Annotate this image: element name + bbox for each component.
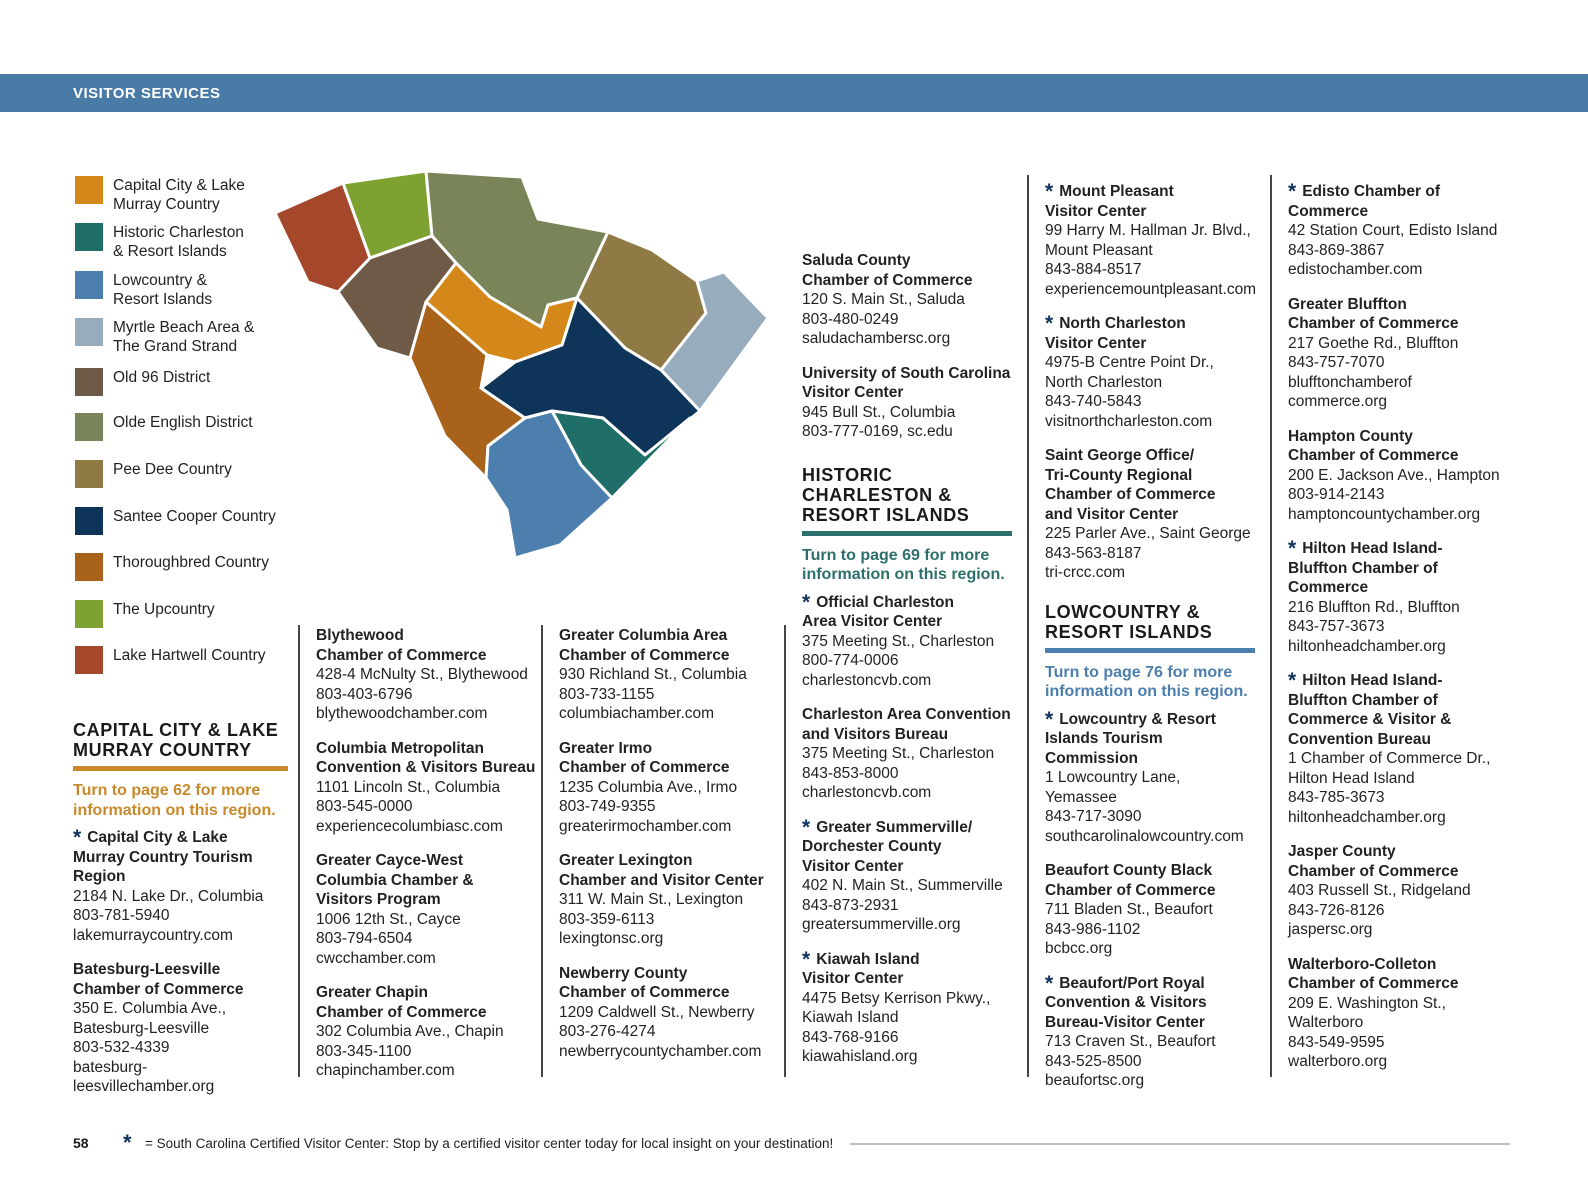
entry-name-text: University of South Carolina Visitor Center [802,364,1011,401]
entry-name-text: Greater Irmo Chamber of Commerce [559,739,730,776]
directory-entry [1045,446,1255,583]
entry-name-text: Greater Columbia Area Chamber of Commerce [559,627,730,664]
certified-star-icon: * [802,590,811,614]
entry-name [802,590,1012,632]
entry-detail: 4475 Betsy Kerrison Pkwy., [802,989,991,1007]
entry-detail: Walterboro [1288,1014,1364,1031]
entry-detail: saludachambersc.org [802,330,951,347]
entry-name [1045,314,1255,353]
entry-name [316,739,548,778]
entry-detail: 843-986-1102 [1045,920,1141,938]
footer-rule [850,1143,1510,1145]
entry-detail: 225 Parler Ave., Saint George [1045,525,1251,542]
entry-detail: 1101 Lincoln St., Columbia [316,778,501,796]
entry-detail: 375 Meeting St., Charleston [802,632,995,650]
legend-label: Santee Cooper Country [113,508,276,525]
entry-detail: hamptoncountychamber.org [1288,505,1481,523]
directory-entry [1288,671,1503,827]
entry-detail: blufftonchamberof [1288,373,1412,391]
column-6-entries [1288,182,1503,1072]
directory-entry [1288,182,1503,280]
entry-name [559,851,791,890]
entry-detail: 42 Station Court, Edisto Island [1288,222,1498,239]
entry-detail: 843-853-8000 [802,764,899,782]
column-capital-city [73,720,288,1112]
entry-detail: 843-757-3673 [1288,618,1385,635]
directory-entry [1045,707,1255,847]
legend-item [75,271,290,313]
entry-name [73,960,288,999]
certified-star-icon: * [802,947,811,971]
entry-name-text: Edisto Chamber of Commerce [1288,183,1440,220]
entry-detail: 803-545-0000 [316,798,413,815]
directory-entry [1288,295,1503,412]
entry-detail: 803-794-6504 [316,930,413,947]
column-divider [1027,175,1029,1077]
directory-entry [559,964,791,1062]
column-3 [559,626,791,1076]
entry-name [559,626,791,665]
entry-detail: beaufortsc.org [1045,1072,1145,1089]
entry-name [1288,842,1503,881]
column-4-top-entries [802,251,1012,442]
entry-detail: lexingtonsc.org [559,930,664,947]
entry-name-text: Hampton County Chamber of Commerce [1288,427,1459,464]
legend-swatch [75,271,103,299]
entry-name-text: Beaufort/Port Royal Convention & Visitors Bureau-Visitor Center [1045,974,1207,1031]
lowcountry-section-title: LOWCOUNTRY & RESORT ISLANDS [1045,601,1213,642]
entry-detail: experiencemountpleasant.com [1045,280,1257,298]
directory-entry [316,983,548,1081]
legend-swatch [75,368,103,396]
certified-star-icon: * [1288,537,1297,560]
entry-name-text: Beaufort County Black Chamber of Commerce [1045,862,1216,899]
header-band [0,74,1588,112]
entry-name [802,705,1012,744]
entry-name-text: Greater Lexington Chamber and Visitor Center [559,852,764,889]
entry-detail: 803-359-6113 [559,910,655,928]
entry-detail: experiencecolumbiasc.com [316,817,503,835]
entry-detail: 2184 N. Lake Dr., Columbia [73,887,264,905]
entry-detail: bcbcc.org [1045,940,1113,957]
entry-detail: Kiawah Island [802,1009,899,1026]
legend-item [75,460,290,502]
directory-entry [802,251,1012,349]
column-6 [1288,182,1503,1087]
entry-detail: 1006 12th St., Cayce [316,910,461,928]
entry-detail: 1235 Columbia Ave., Irmo [559,778,738,796]
south-carolina-regions-map [270,170,770,565]
entry-detail: 1 Chamber of Commerce Dr., [1288,750,1491,767]
entry-detail: 843-726-8126 [1288,901,1385,919]
entry-detail: charlestoncvb.com [802,671,932,689]
entry-detail: charlestoncvb.com [802,784,932,801]
certified-star-icon: * [1288,669,1297,692]
entry-detail: greatersummerville.org [802,916,961,933]
entry-name-text: Hilton Head Island- Bluffton Chamber of Commerce & Visitor & Convention Bureau [1288,672,1452,748]
entry-name-text: Blythewood Chamber of Commerce [316,627,487,664]
entry-name [1045,182,1255,221]
capital-city-section-title: CAPITAL CITY & LAKE MURRAY COUNTRY [73,720,279,760]
capital-city-turn-note: Turn to page 62 for more information on this region. [73,782,276,819]
entry-detail: 99 Harry M. Hallman Jr. Blvd., [1045,222,1251,239]
legend-item [75,223,290,265]
entry-detail: North Charleston [1045,373,1163,391]
legend-label: Pee Dee Country [113,461,232,478]
entry-detail: 375 Meeting St., Charleston [802,745,995,762]
entry-detail: chapinchamber.com [316,1062,455,1079]
entry-detail: 843-884-8517 [1045,261,1142,278]
entry-detail: 803-276-4274 [559,1023,656,1040]
entry-detail: 843-873-2931 [802,896,899,914]
entry-detail: 803-749-9355 [559,798,656,815]
entry-detail: columbiachamber.com [559,705,715,722]
entry-detail: 803-403-6796 [316,685,413,703]
column-divider [1270,175,1272,1077]
entry-detail: 4975-B Centre Point Dr., [1045,354,1214,371]
legend-item [75,553,290,595]
legend-swatch [75,223,103,251]
directory-entry [73,960,288,1097]
directory-entry [559,739,791,837]
column-divider [298,625,300,1077]
directory-entry [802,947,1012,1067]
entry-name [316,851,548,910]
entry-name [802,251,1012,290]
entry-name-text: Greater Summerville/ Dorchester County Visitor Center [802,818,973,875]
entry-name [802,815,1012,877]
legend-swatch [75,600,103,628]
capital-city-entries [73,828,288,1097]
column-5-top-entries [1045,182,1255,583]
entry-name [1288,427,1503,466]
entry-detail: 945 Bull St., Columbia [802,403,956,421]
lowcountry-section-rule [1045,648,1255,653]
legend-swatch [75,460,103,488]
historic-turn-note: Turn to page 69 for more information on this region. [802,546,1005,583]
legend-swatch [75,646,103,674]
entry-detail: 803-480-0249 [802,310,899,328]
certified-star-icon: * [1045,312,1054,335]
entry-detail: 216 Bluffton Rd., Bluffton [1288,598,1460,616]
directory-entry [1288,842,1503,940]
entry-detail: kiawahisland.org [802,1048,918,1065]
entry-detail: 428-4 McNulty St., Blythewood [316,666,528,683]
entry-detail: 843-869-3867 [1288,241,1385,259]
entry-name-text: Saluda County Chamber of Commerce [802,252,973,289]
entry-detail: 402 N. Main St., Summerville [802,877,1003,894]
entry-detail: 843-740-5843 [1045,393,1142,410]
column-2 [316,626,548,1096]
entry-detail: jaspersc.org [1288,921,1373,938]
entry-detail: 843-768-9166 [802,1028,899,1046]
directory-entry [802,705,1012,803]
entry-name-text: Kiawah Island Visitor Center [802,950,920,987]
entry-name-text: Mount Pleasant Visitor Center [1045,183,1174,220]
certified-star-icon: * [73,826,82,849]
entry-name-text: Walterboro-Colleton Chamber of Commerce [1288,955,1459,992]
entry-name [316,626,548,665]
legend-swatch [75,413,103,441]
entry-name-text: Official Charleston Area Visitor Center [802,593,954,630]
legend-label: Thoroughbred Country [113,554,269,571]
directory-entry [316,851,548,968]
legend-item [75,507,290,549]
entry-detail: 843-717-3090 [1045,808,1142,825]
column-2-entries [316,626,548,1081]
entry-detail: newberrycountychamber.com [559,1042,762,1060]
legend-item [75,646,290,688]
entry-detail: 803-914-2143 [1288,486,1385,503]
entry-detail: 803-781-5940 [73,907,170,924]
entry-name [1288,955,1503,994]
historic-section-title: HISTORIC CHARLESTON & RESORT ISLANDS [802,464,970,525]
certified-star-icon: * [1045,180,1054,203]
directory-entry [559,626,791,724]
entry-detail: 302 Columbia Ave., Chapin [316,1023,504,1040]
entry-name [1288,671,1503,749]
entry-detail: 1 Lowcountry Lane, Yemassee [1045,769,1181,806]
entry-detail: visitnorthcharleston.com [1045,412,1213,430]
legend-label: Historic Charleston & Resort Islands [113,224,244,260]
legend-swatch [75,507,103,535]
capital-city-section-rule [73,766,288,771]
entry-name [559,739,791,778]
entry-detail: blythewoodchamber.com [316,705,488,722]
entry-detail: 350 E. Columbia Ave., [73,1000,227,1017]
legend-label: Lake Hartwell Country [113,647,266,664]
page-number: 58 [73,1135,89,1151]
entry-name-text: Batesburg-Leesville Chamber of Commerce [73,961,244,998]
entry-detail: Mount Pleasant [1045,241,1153,259]
entry-name-text: North Charleston Visitor Center [1045,315,1186,352]
entry-detail: southcarolinalowcountry.com [1045,827,1244,845]
entry-name [802,364,1012,403]
entry-name [1045,446,1255,524]
directory-entry [73,828,288,945]
legend-label: Lowcountry & Resort Islands [113,272,213,308]
entry-name-text: Greater Cayce-West Columbia Chamber & Visitors Program [316,852,474,908]
entry-name [1288,539,1503,598]
directory-entry [1288,427,1503,525]
legend-label: Old 96 District [113,369,211,386]
column-4-bottom-entries [802,590,1012,1067]
certified-star-icon: * [123,1130,132,1155]
directory-entry [1288,955,1503,1072]
entry-detail: 217 Goethe Rd., Bluffton [1288,334,1459,352]
legend-item [75,176,290,218]
entry-detail: 711 Bladen St., Beaufort [1045,901,1213,918]
legend-item [75,413,290,455]
entry-name-text: Charleston Area Convention and Visitors Bureau [802,706,1011,743]
directory-entry [559,851,791,949]
entry-detail: 843-757-7070 [1288,354,1385,371]
entry-name [1288,295,1503,334]
entry-name-text: Saint George Office/ Tri-County Regional Chamber of Commerce and Visitor Center [1045,447,1216,523]
entry-detail: hiltonheadchamber.org [1288,637,1446,655]
entry-detail: 403 Russell St., Ridgeland [1288,882,1471,899]
directory-entry [802,590,1012,691]
entry-detail: cwcchamber.com [316,949,436,967]
column-5-bottom-entries [1045,707,1255,1091]
entry-detail: 803-733-1155 [559,685,655,703]
entry-detail: 1209 Caldwell St., Newberry [559,1003,755,1021]
entry-name-text: Greater Bluffton Chamber of Commerce [1288,295,1459,332]
directory-entry [1045,314,1255,431]
legend-swatch [75,318,103,346]
section-header-title: VISITOR SERVICES [73,85,221,102]
entry-detail: 930 Richland St., Columbia [559,666,747,683]
certified-star-icon: * [802,815,811,839]
directory-entry [1045,182,1255,299]
legend-label: Olde English District [113,414,253,431]
entry-detail: Hilton Head Island [1288,769,1415,787]
certified-star-icon: * [1045,971,1054,995]
entry-detail: walterboro.org [1288,1053,1388,1070]
column-3-entries [559,626,791,1061]
entry-detail: batesburg-leesvillechamber.org [73,1058,215,1095]
legend-label: The Upcountry [113,601,215,618]
certified-star-icon: * [1045,707,1054,731]
legend-item [75,318,290,360]
entry-detail: 713 Craven St., Beaufort [1045,1033,1216,1050]
entry-name [559,964,791,1003]
entry-detail: 209 E. Washington St., [1288,994,1446,1012]
entry-detail: 803-532-4339 [73,1039,170,1056]
lowcountry-turn-note: Turn to page 76 for more information on this region. [1045,663,1248,700]
entry-name-text: Columbia Metropolitan Convention & Visitors Bureau [316,739,536,776]
entry-name [73,828,288,887]
entry-name-text: Capital City & Lake Murray Country Tourism Region [73,829,253,885]
entry-detail: 803-777-0169, sc.edu [802,423,953,440]
entry-name-text: Hilton Head Island- Bluffton Chamber of Commerce [1288,540,1443,596]
entry-name-text: Jasper County Chamber of Commerce [1288,843,1459,880]
entry-detail: lakemurraycountry.com [73,926,233,944]
entry-detail: 843-525-8500 [1045,1052,1142,1070]
entry-detail: commerce.org [1288,393,1388,410]
directory-entry [1288,539,1503,656]
entry-detail: 800-774-0006 [802,652,899,669]
legend-label: Myrtle Beach Area & The Grand Strand [113,319,255,355]
certified-star-icon: * [1288,180,1297,203]
directory-entry [1045,971,1255,1091]
legend-item [75,368,290,410]
entry-detail: 311 W. Main St., Lexington [559,891,744,908]
entry-detail: hiltonheadchamber.org [1288,808,1446,826]
entry-detail: 843-563-8187 [1045,544,1142,562]
entry-detail: tri-crcc.com [1045,564,1126,581]
historic-section-rule [802,531,1012,536]
directory-entry [1045,861,1255,959]
directory-entry [316,739,548,837]
directory-entry [316,626,548,724]
column-5 [1045,182,1255,1106]
entry-detail: 200 E. Jackson Ave., Hampton [1288,466,1500,484]
entry-detail: 803-345-1100 [316,1042,412,1060]
legend-item [75,600,290,642]
entry-name [1045,861,1255,900]
entry-name [1045,707,1255,769]
page-footer [73,1130,1513,1155]
entry-detail: edistochamber.com [1288,261,1423,278]
directory-entry [802,364,1012,442]
legend-label: Capital City & Lake Murray Country [113,177,245,213]
entry-name [802,947,1012,989]
entry-detail: 120 S. Main St., Saluda [802,291,965,308]
column-4 [802,251,1012,1082]
entry-detail: greaterirmochamber.com [559,817,732,835]
entry-name-text: Greater Chapin Chamber of Commerce [316,984,487,1021]
entry-detail: 843-785-3673 [1288,789,1385,806]
entry-name-text: Lowcountry & Resort Islands Tourism Commission [1045,710,1216,767]
entry-name-text: Newberry County Chamber of Commerce [559,964,730,1001]
entry-name [1045,971,1255,1033]
entry-name [316,983,548,1022]
entry-name [1288,182,1503,221]
directory-entry [802,815,1012,935]
legend-swatch [75,176,103,204]
entry-detail: 843-549-9595 [1288,1033,1385,1051]
legend-swatch [75,553,103,581]
certified-center-note: = South Carolina Certified Visitor Center: Stop by a certified visitor center today for local insight on your destination! [145,1136,834,1151]
entry-detail: Batesburg-Leesville [73,1019,210,1037]
